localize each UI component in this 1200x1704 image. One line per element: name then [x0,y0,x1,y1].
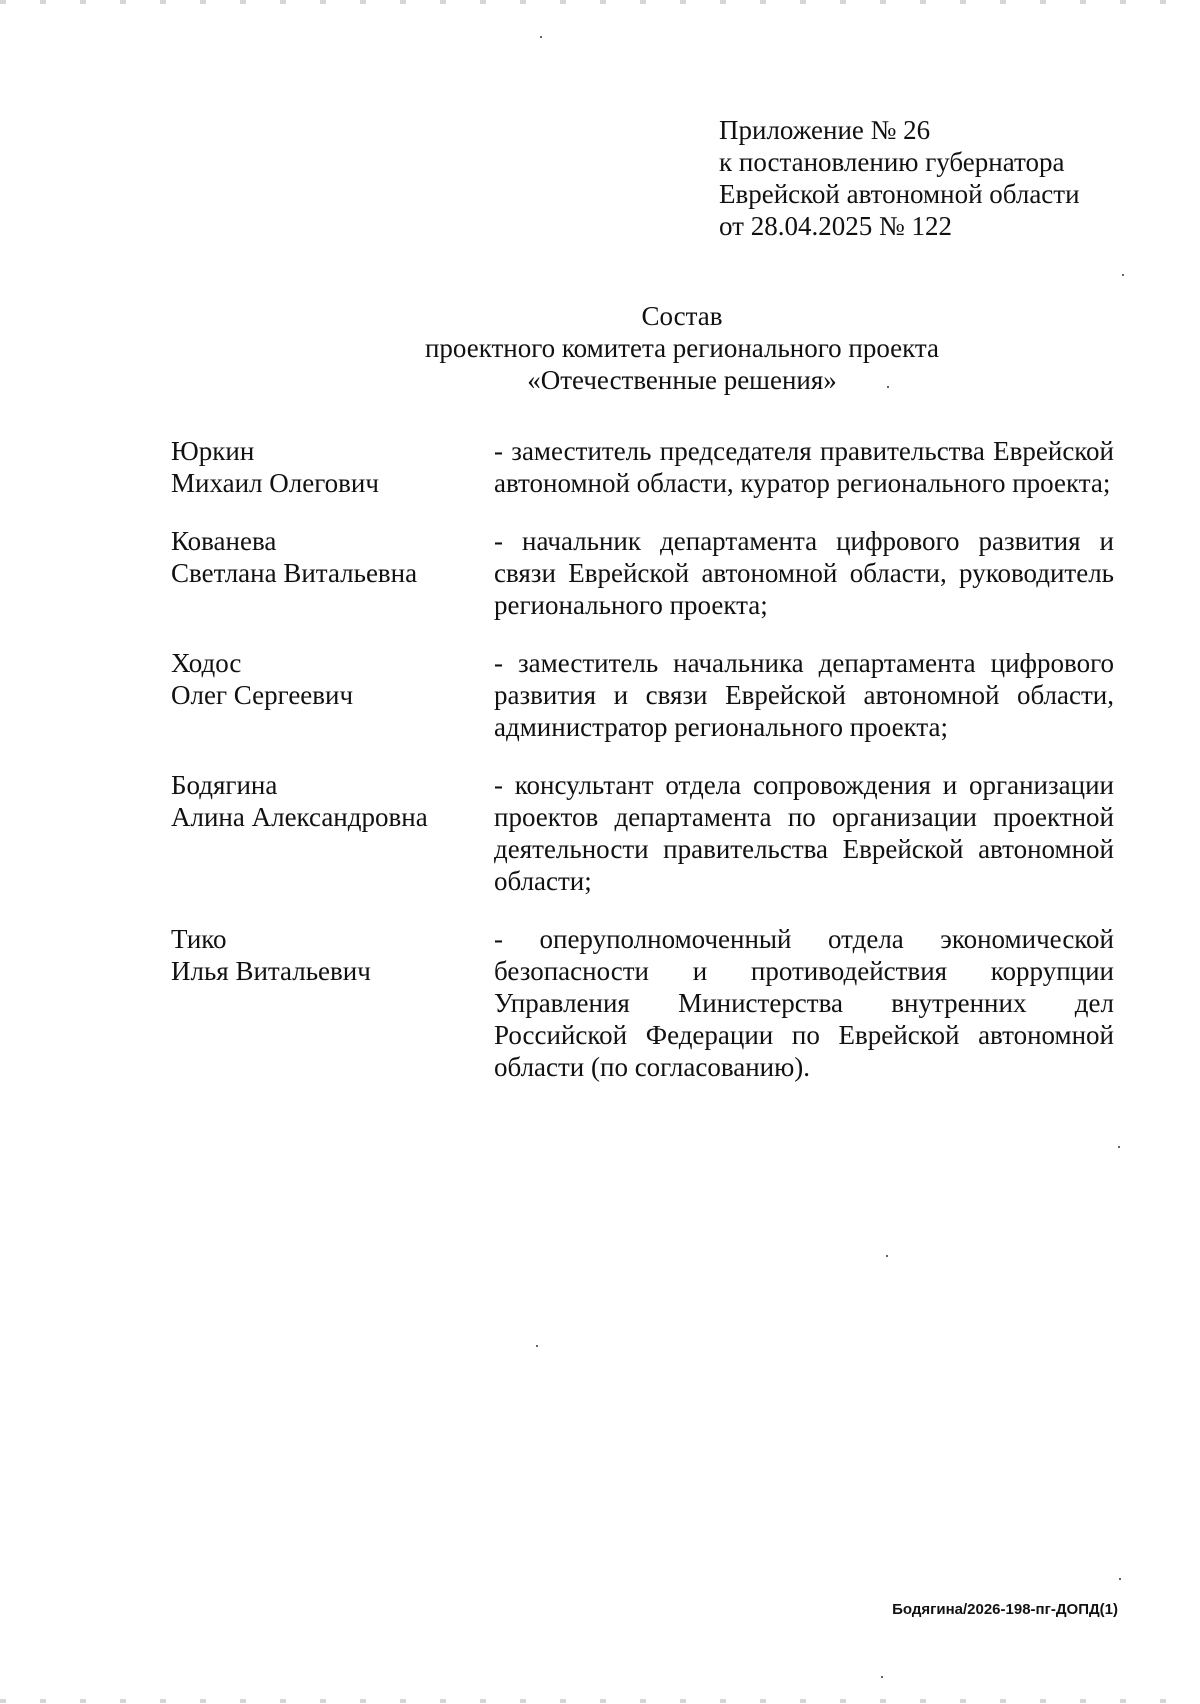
heading-title: Состав [641,301,723,331]
member-surname: Юркин [171,436,255,466]
member-role: - консультант отдела сопровождения и организации проектов департамента по организации проектной деятельности правительства Еврейской автономной области; [494,770,1114,896]
member-surname: Бодягина [171,770,278,800]
document-registration-code: Бодягина/2026-198-пг-ДОПД(1) [892,1601,1118,1618]
document-heading [0,300,1200,396]
member-name [171,525,494,621]
appendix-reference: к постановлению губернатора [719,147,1065,177]
scan-speck [1122,274,1124,276]
member-given-name: Михаил Олегович [171,468,379,498]
member-name [171,923,494,1083]
committee-members-list [171,435,1114,1109]
member-role: - оперуполномоченный отдела экономической безопасности и противодействия коррупции Управления Министерства внутренних дел Российской Федерации по Еврейской автономной области (по согласованию). [494,924,1114,1082]
member-row [171,647,1114,743]
appendix-date: от 28.04.2025 № 122 [719,211,952,241]
member-row [171,769,1114,897]
member-name [171,435,494,499]
member-row [171,923,1114,1083]
member-row [171,435,1114,499]
member-given-name: Алина Александровна [171,802,428,832]
member-role: - заместитель председателя правительства Еврейской автономной области, куратор регионального проекта; [494,436,1114,498]
member-name [171,769,494,897]
member-row [171,525,1114,621]
appendix-number: Приложение № 26 [719,115,931,145]
scan-edge-top [0,0,1200,4]
member-surname: Тико [171,924,227,954]
scan-speck [881,1676,883,1678]
scan-speck [886,1255,888,1257]
member-role: - заместитель начальника департамента цифрового развития и связи Еврейской автономной области, администратор регионального проекта; [494,648,1114,742]
scan-speck [540,36,542,38]
member-name [171,647,494,743]
appendix-region: Еврейской автономной области [719,179,1080,209]
member-surname: Ходос [171,648,242,678]
scan-edge-bottom [0,1699,1200,1703]
scan-speck [1118,1146,1120,1148]
appendix-block [719,114,1080,242]
heading-subtitle: проектного комитета регионального проекта [424,333,940,363]
member-given-name: Светлана Витальевна [171,558,418,588]
member-surname: Кованева [171,526,277,556]
member-role: - начальник департамента цифрового развития и связи Еврейской автономной области, руководитель регионального проекта; [494,526,1114,620]
scan-speck [536,1345,538,1347]
heading-project-name: «Отечественные решения» [527,365,837,395]
member-given-name: Илья Витальевич [171,956,371,986]
scan-speck [1119,1578,1121,1580]
member-given-name: Олег Сергеевич [171,680,354,710]
